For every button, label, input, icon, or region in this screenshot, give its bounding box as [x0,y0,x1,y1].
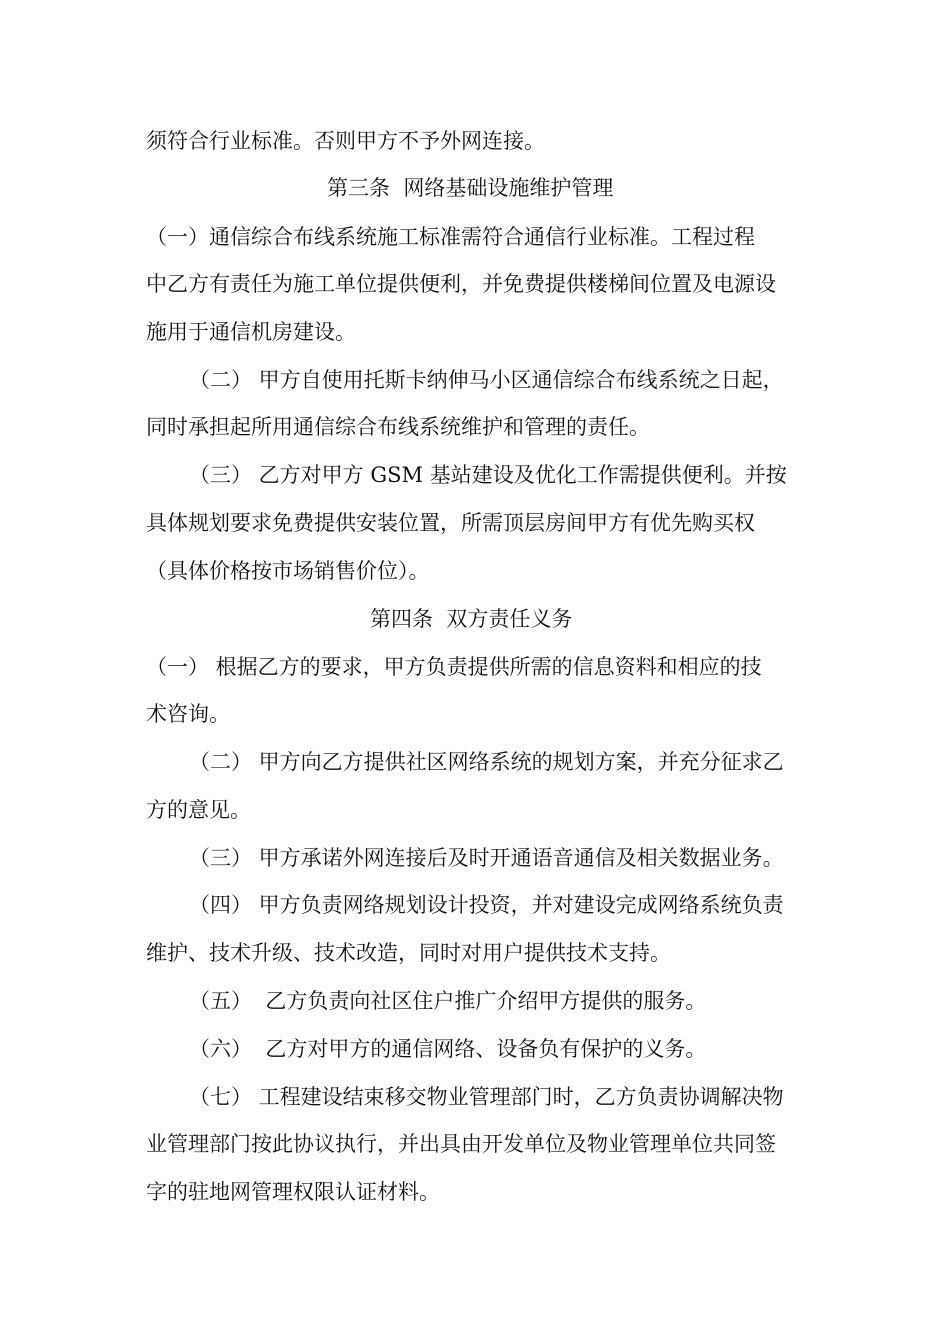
text-line: 术咨询。 [146,702,230,726]
text-line: 字的驻地网管理权限认证材料。 [146,1180,440,1204]
text-line: （三） 甲方承诺外网连接后及时开通语音通信及相关数据业务。 [189,846,784,870]
text-line: 维护、技术升级、技术改造，同时对用户提供技术支持。 [146,941,671,965]
text-line: 业管理部门按此协议执行，并出具由开发单位及物业管理单位共同签 [146,1132,776,1156]
text-line: （六） 乙方对甲方的通信网络、设备负有保护的义务。 [189,1037,707,1061]
text-line: 具体规划要求免费提供安装位置，所需顶层房间甲方有优先购买权 [146,511,755,535]
text-line: 中乙方有责任为施工单位提供便利，并免费提供楼梯间位置及电源设 [146,272,776,296]
text-line: 方的意见。 [146,798,251,822]
text-line: （具体价格按市场销售价位）。 [146,559,430,583]
text-line: （二） 甲方自使用托斯卡纳伸马小区通信综合布线系统之日起， [189,368,784,392]
section-heading: 第三条 网络基础设施维护管理 [327,176,614,200]
text-line: 同时承担起所用通信综合布线系统维护和管理的责任。 [146,415,650,439]
text-line: 施用于通信机房建设。 [146,320,356,344]
text-line: （二） 甲方向乙方提供社区网络系统的规划方案，并充分征求乙 [189,750,784,774]
text-line: （四） 甲方负责网络规划设计投资，并对建设完成网络系统负责 [189,893,784,917]
text-line: （一） 根据乙方的要求，甲方负责提供所需的信息资料和相应的技 [146,655,762,679]
text-line: （七） 工程建设结束移交物业管理部门时，乙方负责协调解决物 [189,1085,784,1109]
text-line: 须符合行业标准。否则甲方不予外网连接。 [146,129,545,153]
text-line: （一）通信综合布线系统施工标准需符合通信行业标准。工程过程 [146,225,755,249]
text-line: （五） 乙方负责向社区住户推广介绍甲方提供的服务。 [189,989,707,1013]
text-line: （三） 乙方对甲方 GSM 基站建设及优化工作需提供便利。并按 [189,463,787,487]
section-heading: 第四条 双方责任义务 [370,607,573,631]
